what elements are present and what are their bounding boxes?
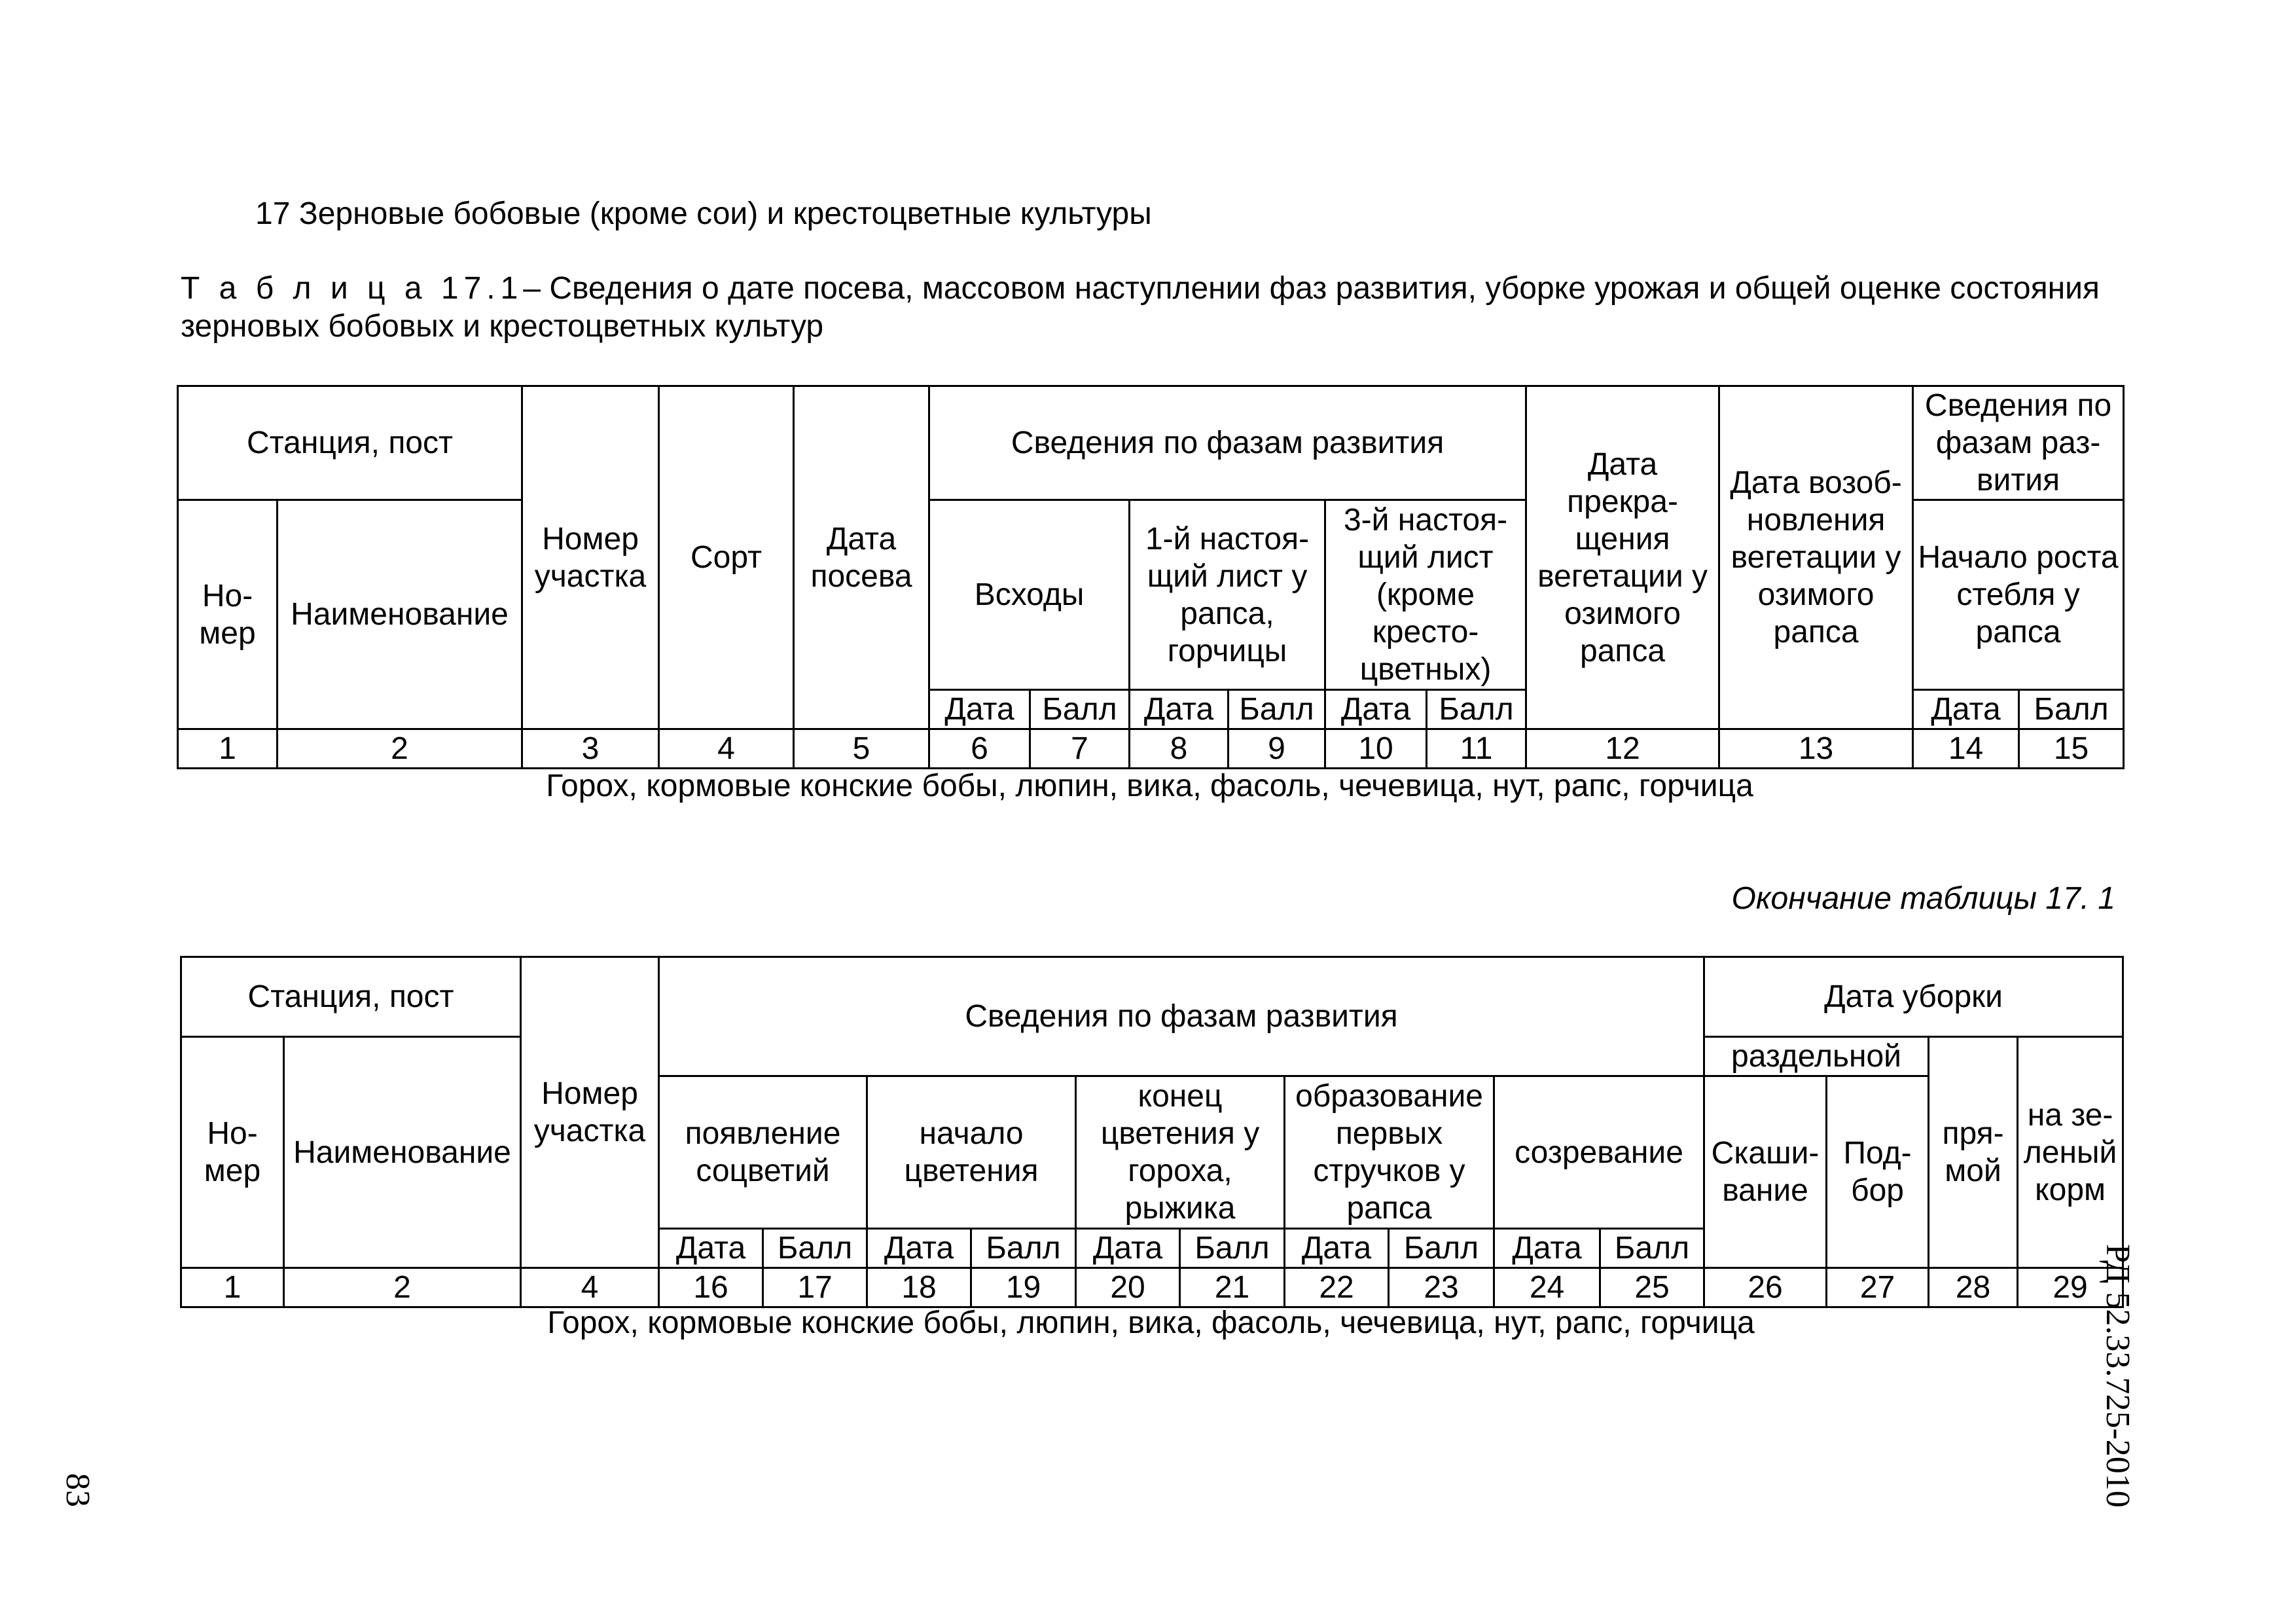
t2-mowing-header: Скаши-вание — [1704, 1076, 1827, 1268]
t2-col-number: 2 — [284, 1268, 521, 1307]
document-code: РД 52.33.725-2010 — [2099, 1244, 2136, 1508]
t1-col-number: 12 — [1526, 729, 1719, 769]
t2-col-number: 18 — [867, 1268, 971, 1307]
t2-pickup-header: Под-бор — [1827, 1076, 1929, 1268]
t2-col-number: 29 — [2018, 1268, 2123, 1307]
table-17-1 — [177, 385, 2125, 769]
t1-col-number: 11 — [1427, 729, 1526, 769]
t1-veg-resume-header: Дата возоб-новления вегетации у озимого рапса — [1719, 386, 1913, 729]
t2-phases-header: Сведения по фазам развития — [659, 957, 1704, 1076]
table-caption-text: – Сведения о дате посева, массовом наступлении фаз развития, уборке урожая и общей оценке состояния зерновых бобовых и крестоцветных культур — [181, 271, 2100, 344]
t1-col-number: 9 — [1229, 729, 1325, 769]
t2-col-number: 20 — [1076, 1268, 1180, 1307]
t1-col-number: 10 — [1325, 729, 1427, 769]
t1-col-number: 1 — [178, 729, 278, 769]
t2-inflorescence-header: появление соцветий — [659, 1076, 867, 1229]
t2-date-header: Дата — [1494, 1229, 1600, 1268]
t2-col-number: 22 — [1285, 1268, 1389, 1307]
t2-direct-header: пря-мой — [1929, 1037, 2018, 1268]
t1-veg-stop-header: Дата прекра-щения вегетации у озимого рапса — [1526, 386, 1719, 729]
section-heading: 17 Зерновые бобовые (кроме сои) и крестоцветные культуры — [255, 196, 1152, 231]
t1-col-number: 13 — [1719, 729, 1913, 769]
t1-col-number: 5 — [794, 729, 929, 769]
t2-col-number: 21 — [1180, 1268, 1285, 1307]
t1-score-header: Балл — [1229, 690, 1325, 729]
t1-col-number: 8 — [1130, 729, 1229, 769]
t2-col-number: 27 — [1827, 1268, 1929, 1307]
table-caption — [181, 270, 2144, 346]
t1-plot-number-header: Номер участка — [522, 386, 659, 729]
t1-col-number: 6 — [929, 729, 1030, 769]
continuation-label: Окончание таблицы 17. 1 — [1731, 881, 2115, 916]
t2-col-number: 16 — [659, 1268, 763, 1307]
t2-number-header: Но-мер — [181, 1037, 284, 1268]
t2-score-header: Балл — [1600, 1229, 1704, 1268]
t1-stem-growth-header: Начало роста стебля у рапса — [1913, 500, 2124, 690]
t1-sowing-date-header: Дата посева — [794, 386, 929, 729]
t2-harvest-date-header: Дата уборки — [1704, 957, 2123, 1037]
t2-date-header: Дата — [659, 1229, 763, 1268]
t2-col-number: 1 — [181, 1268, 284, 1307]
t1-third-leaf-header: 3-й настоя-щий лист (кроме кресто-цветных) — [1325, 500, 1526, 690]
t2-name-header: Наименование — [284, 1037, 521, 1268]
t2-pods-header: образование первых стручков у рапса — [1285, 1076, 1494, 1229]
t2-separate-header: раздельной — [1704, 1037, 1929, 1076]
t2-flowering-end-header: конец цветения у гороха, рыжика — [1076, 1076, 1285, 1229]
t2-plot-number-header: Номер участка — [521, 957, 659, 1268]
t2-ripening-header: созревание — [1494, 1076, 1704, 1229]
t1-score-header: Балл — [2019, 690, 2124, 729]
t2-col-number: 19 — [971, 1268, 1076, 1307]
t1-date-header: Дата — [929, 690, 1030, 729]
t1-first-leaf-header: 1-й настоя-щий лист у рапса, горчицы — [1130, 500, 1325, 690]
t2-score-header: Балл — [763, 1229, 867, 1268]
table-17-1-continuation — [180, 956, 2124, 1308]
table-caption-prefix: Т а б л и ц а 17.1 — [181, 271, 524, 306]
t1-variety-header: Сорт — [659, 386, 794, 729]
page-number: 83 — [59, 1473, 96, 1507]
t1-score-header: Балл — [1030, 690, 1130, 729]
t2-col-number: 23 — [1389, 1268, 1494, 1307]
t2-flowering-start-header: начало цветения — [867, 1076, 1076, 1229]
t1-col-number: 15 — [2019, 729, 2124, 769]
t2-col-number: 4 — [521, 1268, 659, 1307]
t2-score-header: Балл — [1180, 1229, 1285, 1268]
t1-phases2-header: Сведения по фазам раз-вития — [1913, 386, 2124, 500]
t2-station-header: Станция, пост — [181, 957, 521, 1037]
t2-green-fodder-header: на зе-леный корм — [2018, 1037, 2123, 1268]
t1-station-header: Станция, пост — [178, 386, 522, 500]
t2-score-header: Балл — [1389, 1229, 1494, 1268]
t2-col-number: 17 — [763, 1268, 867, 1307]
t1-phases-header: Сведения по фазам развития — [929, 386, 1526, 500]
t1-number-header: Но-мер — [178, 500, 278, 729]
t1-date-header: Дата — [1130, 690, 1229, 729]
t1-name-header: Наименование — [278, 500, 522, 729]
t1-emergence-header: Всходы — [929, 500, 1130, 690]
t2-col-number: 25 — [1600, 1268, 1704, 1307]
t2-date-header: Дата — [1076, 1229, 1180, 1268]
t1-col-number: 2 — [278, 729, 522, 769]
t2-date-header: Дата — [1285, 1229, 1389, 1268]
t2-col-number: 28 — [1929, 1268, 2018, 1307]
t2-col-number: 24 — [1494, 1268, 1600, 1307]
t1-date-header: Дата — [1325, 690, 1427, 729]
t2-date-header: Дата — [867, 1229, 971, 1268]
t1-score-header: Балл — [1427, 690, 1526, 729]
t2-crops-note: Горох, кормовые конские бобы, люпин, вика, фасоль, чечевица, нут, рапс, горчица — [547, 1305, 1755, 1340]
t2-score-header: Балл — [971, 1229, 1076, 1268]
t1-crops-note: Горох, кормовые конские бобы, люпин, вика, фасоль, чечевица, нут, рапс, горчица — [546, 769, 1753, 803]
t1-col-number: 7 — [1030, 729, 1130, 769]
t1-col-number: 4 — [659, 729, 794, 769]
t2-col-number: 26 — [1704, 1268, 1827, 1307]
t1-col-number: 3 — [522, 729, 659, 769]
t1-date-header: Дата — [1913, 690, 2019, 729]
t1-col-number: 14 — [1913, 729, 2019, 769]
